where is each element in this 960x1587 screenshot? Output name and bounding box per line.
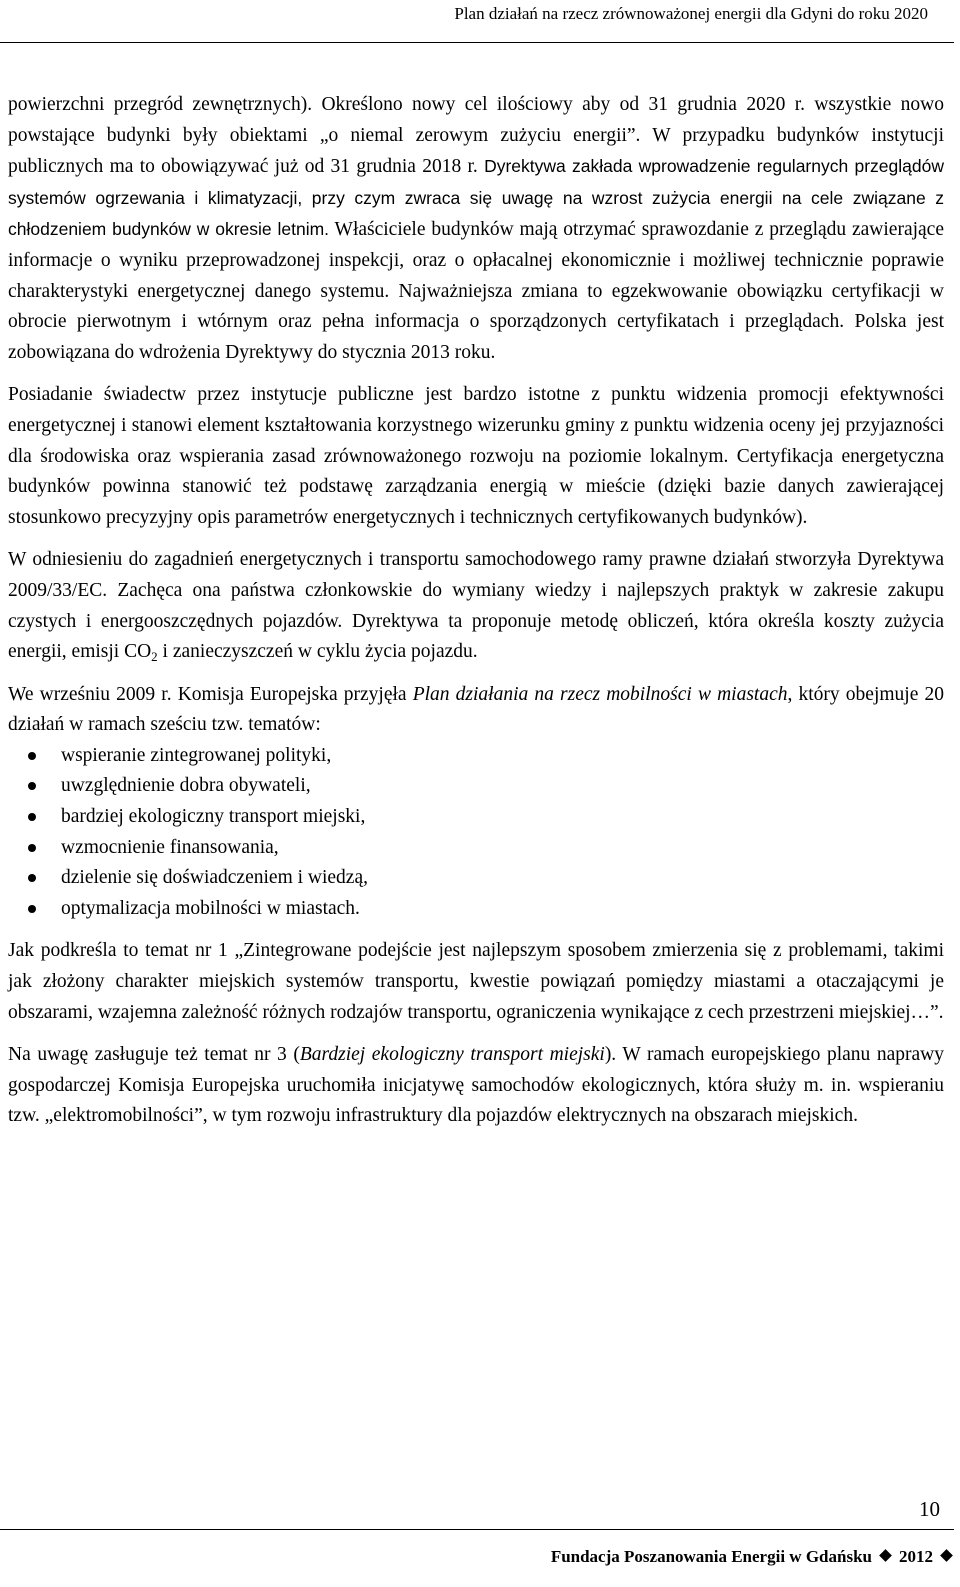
paragraph-text: Właściciele budynków mają otrzymać sprawozdanie z przeglądu zawierające informacje o wyniku przeprowadzonej inspekcji, oraz o opłacalnej ekonomicznie i możliwej technicznie poprawie charakterystyki energetycznej danego systemu. Najważniejsza zmiana to egzekwowanie obowiązku certyfikacji w obrocie pierwotnym i wtórnym oraz pełna informacja o sporządzonych certyfikatach i przeglądach. Polska jest zobowiązana do wdrożenia Dyrektywy do stycznia 2013 roku. — [8, 219, 944, 363]
paragraph-mobility-plan — [8, 680, 944, 741]
list-item: wspieranie zintegrowanej polityki, — [8, 741, 944, 772]
paragraph-theme-3 — [8, 1040, 944, 1132]
paragraph-text: We wrześniu 2009 r. Komisja Europejska przyjęła — [8, 683, 413, 705]
plan-title-italic: Plan działania na rzecz mobilności w miastach — [412, 683, 788, 705]
paragraph-theme-1: Jak podkreśla to temat nr 1 „Zintegrowane podejście jest najlepszym sposobem zmierzenia się z problemami, takimi jak złożony charakter miejskich systemów transportu, kwestie powiązań pomiędzy miastami a otaczającymi je obszarami, wzajemna zależność różnych rodzajów transportu, ograniczenia wynikające z cech przestrzeni miejskiej…”. — [8, 940, 944, 1023]
paragraph-certificates: Posiadanie świadectw przez instytucje publiczne jest bardzo istotne z punktu widzenia promocji efektywności energetycznej i stanowi element kształtowania korzystnego wizerunku gminy z punktu widzenia oceny jej przyjazności dla środowiska oraz wspierania zasad zrównoważonego rozwoju na poziomie lokalnym. Certyfikacja energetyczna budynków powinna stanowić też podstawę zarządzania energią w mieście (dzięki bazie danych zawierającej stosunkowo precyzyjny opis parametrów energetycznych i technicznych certyfikowanych budynków). — [8, 384, 944, 528]
list-item: optymalizacja mobilności w miastach. — [8, 894, 944, 925]
themes-list — [8, 741, 944, 925]
list-item: wzmocnienie finansowania, — [8, 833, 944, 864]
page-number: 10 — [919, 1497, 940, 1521]
paragraph-text: Na uwagę zasługuje też temat nr 3 ( — [8, 1044, 300, 1066]
paragraph-text: , który obejmuje 20 działań w ramach sześciu tzw. tematów: — [8, 683, 944, 736]
paragraph-transport-directive — [8, 545, 944, 667]
paragraph-text: i zanieczyszczeń w cyklu życia pojazdu. — [157, 641, 478, 663]
diamond-icon — [879, 1549, 892, 1562]
paragraph-text: powierzchni przegród zewnętrznych). Określono nowy cel ilościowy aby od 31 grudnia 2020 r. wszystkie nowo powstające budynki były obiektami „o niemal zerowym zużyciu energii”. W przypadku budynków instytucji publicznych ma to obowiązywać już od 31 grudnia 2018 r. — [8, 94, 944, 178]
paragraph-directive — [8, 90, 944, 368]
diamond-icon — [940, 1549, 953, 1562]
list-item: dzielenie się doświadczeniem i wiedzą, — [8, 863, 944, 894]
paragraph-text: W odniesieniu do zagadnień energetycznych i transportu samochodowego ramy prawne działań stworzyła Dyrektywa 2009/33/EC. Zachęca ona państwa członkowskie do wymiany wiedzy i najlepszych praktyk w zakresie zakupu czystych i energooszczędnych pojazdów. Dyrektywa ta proponuje metodę obliczeń, która określa koszty zużycia energii, emisji CO — [8, 549, 944, 663]
co2-subscript: 2 — [151, 649, 158, 665]
document-body — [8, 90, 944, 1132]
footer-organization: Fundacja Poszanowania Energii w Gdańsku — [550, 1547, 872, 1566]
footer-text — [0, 1547, 960, 1567]
theme-title-italic: Bardziej ekologiczny transport miejski — [299, 1044, 605, 1066]
page-footer — [0, 1529, 960, 1587]
list-item: bardziej ekologiczny transport miejski, — [8, 802, 944, 833]
footer-year: 2012 — [899, 1547, 933, 1566]
paragraph-text-sans: Dyrektywa zakłada wprowadzenie regularnych przeglądów systemów ogrzewania i klimatyzacji, przy czym zwraca się uwagę na wzrost zużycia energii na cele związane z chłodzeniem budynków w okresie letnim. — [8, 156, 944, 240]
page-header — [0, 0, 954, 43]
list-item: uwzględnienie dobra obywateli, — [8, 771, 944, 802]
paragraph-text: ). W ramach europejskiego planu naprawy gospodarczej Komisja Europejska uruchomiła inicjatywę samochodów ekologicznych, która służy m. in. wspieraniu tzw. „elektromobilności”, w tym rozwoju infrastruktury dla pojazdów elektrycznych na obszarach miejskich. — [8, 1044, 944, 1127]
footer-divider — [0, 1529, 954, 1530]
header-title: Plan działań na rzecz zrównoważonej energii dla Gdyni do roku 2020 — [454, 4, 928, 23]
